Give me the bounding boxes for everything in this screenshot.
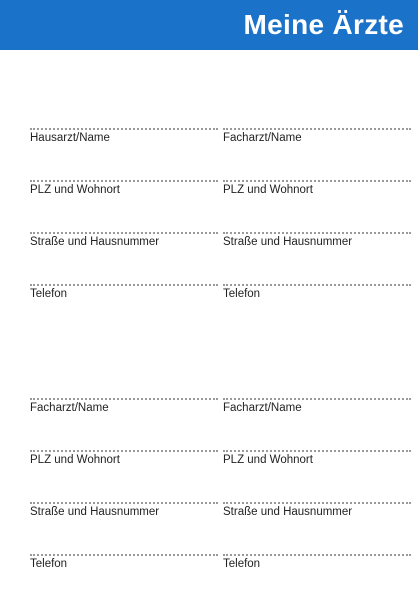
field-label: PLZ und Wohnort bbox=[223, 184, 313, 196]
field-label: Facharzt/Name bbox=[223, 132, 302, 144]
dotted-line bbox=[223, 180, 411, 182]
city-field[interactable] bbox=[30, 180, 218, 204]
phone-field[interactable] bbox=[30, 284, 218, 308]
phone-field[interactable] bbox=[223, 554, 411, 578]
dotted-line bbox=[30, 398, 218, 400]
street-field[interactable] bbox=[30, 502, 218, 526]
dotted-line bbox=[223, 450, 411, 452]
dotted-line bbox=[30, 128, 218, 130]
phone-field[interactable] bbox=[30, 554, 218, 578]
dotted-line bbox=[223, 128, 411, 130]
dotted-line bbox=[223, 554, 411, 556]
street-field[interactable] bbox=[223, 232, 411, 256]
header-bar bbox=[0, 0, 418, 50]
field-label: Telefon bbox=[223, 288, 261, 300]
name-field[interactable] bbox=[30, 128, 218, 152]
field-label: PLZ und Wohnort bbox=[223, 454, 313, 466]
street-field[interactable] bbox=[223, 502, 411, 526]
dotted-line bbox=[30, 232, 218, 234]
street-field[interactable] bbox=[30, 232, 218, 256]
field-label: Facharzt/Name bbox=[30, 402, 109, 414]
dotted-line bbox=[30, 502, 218, 504]
name-field[interactable] bbox=[223, 398, 411, 422]
name-field[interactable] bbox=[30, 398, 218, 422]
field-label: PLZ und Wohnort bbox=[30, 454, 120, 466]
field-label: Telefon bbox=[30, 288, 68, 300]
field-label: Straße und Hausnummer bbox=[30, 506, 160, 518]
dotted-line bbox=[30, 180, 218, 182]
dotted-line bbox=[30, 284, 218, 286]
city-field[interactable] bbox=[223, 180, 411, 204]
field-label: Facharzt/Name bbox=[223, 402, 302, 414]
field-label: Straße und Hausnummer bbox=[30, 236, 160, 248]
dotted-line bbox=[30, 450, 218, 452]
dotted-line bbox=[223, 398, 411, 400]
page-title: Meine Ärzte bbox=[243, 9, 404, 40]
city-field[interactable] bbox=[30, 450, 218, 474]
phone-field[interactable] bbox=[223, 284, 411, 308]
field-label: Telefon bbox=[30, 558, 68, 570]
field-label: Straße und Hausnummer bbox=[223, 236, 353, 248]
dotted-line bbox=[223, 232, 411, 234]
dotted-line bbox=[223, 502, 411, 504]
field-label: Straße und Hausnummer bbox=[223, 506, 353, 518]
field-label: PLZ und Wohnort bbox=[30, 184, 120, 196]
field-label: Hausarzt/Name bbox=[30, 132, 110, 144]
city-field[interactable] bbox=[223, 450, 411, 474]
field-label: Telefon bbox=[223, 558, 261, 570]
dotted-line bbox=[30, 554, 218, 556]
dotted-line bbox=[223, 284, 411, 286]
name-field[interactable] bbox=[223, 128, 411, 152]
